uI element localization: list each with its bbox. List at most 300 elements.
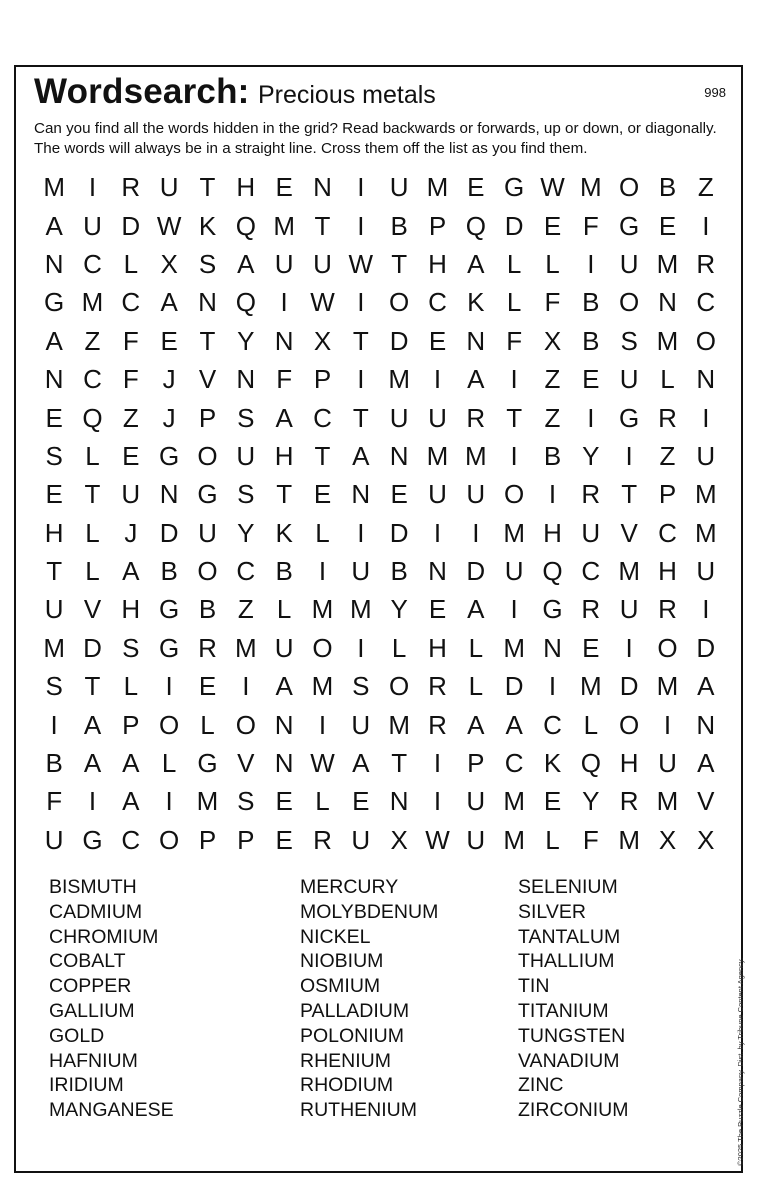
grid-cell[interactable]: H [121, 594, 141, 625]
grid-cell[interactable]: P [313, 364, 332, 395]
grid-cell[interactable]: Q [465, 210, 486, 241]
grid-cell[interactable]: S [45, 671, 63, 702]
grid-cell[interactable]: A [352, 440, 370, 471]
grid-cell[interactable]: F [122, 364, 139, 395]
grid-cell[interactable]: O [159, 709, 180, 740]
grid-cell[interactable]: I [433, 517, 442, 548]
grid-cell[interactable]: E [467, 172, 485, 203]
grid-cell[interactable]: R [619, 786, 639, 817]
grid-cell[interactable]: L [276, 594, 292, 625]
grid-cell[interactable]: O [619, 709, 640, 740]
grid-cell[interactable]: U [159, 172, 179, 203]
grid-cell[interactable]: N [274, 709, 294, 740]
grid-cell[interactable]: I [548, 479, 557, 510]
word-list-item[interactable]: CADMIUM [49, 900, 143, 923]
grid-cell[interactable]: U [351, 824, 371, 855]
grid-cell[interactable]: K [198, 210, 217, 241]
grid-cell[interactable]: G [619, 210, 640, 241]
grid-cell[interactable]: J [162, 402, 176, 433]
grid-cell[interactable]: B [45, 748, 63, 779]
grid-cell[interactable]: M [43, 632, 65, 663]
grid-cell[interactable]: N [274, 325, 294, 356]
grid-cell[interactable]: C [236, 556, 256, 587]
word-list-item[interactable]: CHROMIUM [49, 925, 159, 948]
grid-cell[interactable]: A [83, 709, 102, 740]
grid-cell[interactable]: A [467, 709, 485, 740]
word-list-item[interactable]: COPPER [49, 975, 132, 998]
grid-cell[interactable]: C [121, 824, 141, 855]
grid-cell[interactable]: U [44, 594, 64, 625]
grid-cell[interactable]: M [656, 248, 679, 279]
grid-cell[interactable]: G [159, 440, 180, 471]
grid-cell[interactable]: M [43, 172, 65, 203]
grid-cell[interactable]: G [504, 172, 525, 203]
grid-cell[interactable]: D [159, 517, 179, 548]
grid-cell[interactable]: J [124, 517, 138, 548]
grid-cell[interactable]: T [276, 479, 293, 510]
grid-cell[interactable]: L [123, 248, 139, 279]
grid-cell[interactable]: U [83, 210, 102, 241]
grid-cell[interactable]: C [543, 709, 562, 740]
grid-cell[interactable]: W [156, 210, 182, 241]
word-list-item[interactable]: COBALT [49, 950, 126, 973]
grid-cell[interactable]: L [123, 671, 139, 702]
grid-cell[interactable]: A [467, 248, 485, 279]
grid-cell[interactable]: N [428, 556, 447, 587]
grid-cell[interactable]: D [504, 671, 524, 702]
word-list-item[interactable]: VANADIUM [518, 1049, 620, 1072]
word-list-item[interactable]: GALLIUM [49, 999, 135, 1022]
grid-cell[interactable]: Y [582, 440, 600, 471]
grid-cell[interactable]: B [582, 287, 600, 318]
grid-cell[interactable]: B [543, 440, 562, 471]
grid-cell[interactable]: I [548, 671, 557, 702]
grid-cell[interactable]: H [619, 748, 639, 779]
grid-cell[interactable]: O [657, 632, 678, 663]
grid-cell[interactable]: Z [659, 440, 676, 471]
grid-cell[interactable]: Z [697, 172, 714, 203]
grid-cell[interactable]: O [235, 709, 256, 740]
grid-cell[interactable]: S [45, 440, 63, 471]
grid-cell[interactable]: V [237, 748, 255, 779]
grid-cell[interactable]: X [658, 824, 677, 855]
grid-cell[interactable]: O [504, 479, 525, 510]
grid-cell[interactable]: I [280, 287, 288, 318]
grid-cell[interactable]: H [658, 556, 677, 587]
grid-cell[interactable]: N [466, 325, 486, 356]
grid-cell[interactable]: E [428, 594, 447, 625]
grid-cell[interactable]: R [313, 824, 332, 855]
grid-cell[interactable]: Z [122, 402, 139, 433]
grid-cell[interactable]: U [44, 824, 64, 855]
word-list-item[interactable]: RHODIUM [300, 1074, 394, 1097]
grid-cell[interactable]: X [160, 248, 178, 279]
grid-cell[interactable]: I [663, 709, 672, 740]
grid-cell[interactable]: C [696, 287, 716, 318]
grid-cell[interactable]: U [351, 556, 371, 587]
grid-cell[interactable]: P [658, 479, 677, 510]
grid-cell[interactable]: T [352, 402, 369, 433]
grid-cell[interactable]: U [313, 248, 332, 279]
grid-cell[interactable]: A [275, 671, 293, 702]
grid-cell[interactable]: A [505, 709, 523, 740]
grid-cell[interactable]: W [540, 172, 565, 203]
grid-cell[interactable]: E [275, 786, 293, 817]
grid-cell[interactable]: I [357, 287, 365, 318]
grid-cell[interactable]: P [467, 748, 485, 779]
grid-cell[interactable]: L [545, 824, 560, 855]
grid-cell[interactable]: S [237, 479, 255, 510]
grid-cell[interactable]: U [428, 479, 447, 510]
grid-cell[interactable]: N [543, 632, 562, 663]
grid-cell[interactable]: M [464, 440, 487, 471]
grid-cell[interactable]: L [315, 786, 330, 817]
grid-cell[interactable]: M [656, 325, 679, 356]
grid-cell[interactable]: L [85, 517, 100, 548]
grid-cell[interactable]: N [44, 248, 64, 279]
grid-cell[interactable]: V [83, 594, 102, 625]
grid-cell[interactable]: C [313, 402, 332, 433]
grid-cell[interactable]: I [357, 172, 365, 203]
grid-cell[interactable]: Q [82, 402, 103, 433]
grid-cell[interactable]: O [389, 671, 410, 702]
grid-cell[interactable]: F [46, 786, 63, 817]
grid-cell[interactable]: N [274, 748, 294, 779]
grid-cell[interactable]: A [275, 402, 293, 433]
word-list-item[interactable]: TIN [518, 975, 550, 998]
grid-cell[interactable]: R [581, 594, 601, 625]
grid-cell[interactable]: G [159, 632, 180, 663]
grid-cell[interactable]: I [165, 671, 173, 702]
grid-cell[interactable]: P [198, 402, 217, 433]
word-list-item[interactable]: SILVER [518, 900, 586, 923]
grid-cell[interactable]: A [45, 325, 63, 356]
grid-cell[interactable]: Q [235, 287, 256, 318]
grid-cell[interactable]: M [311, 671, 334, 702]
grid-cell[interactable]: I [318, 556, 327, 587]
grid-cell[interactable]: L [85, 556, 100, 587]
grid-cell[interactable]: I [510, 364, 518, 395]
word-list-item[interactable]: SELENIUM [518, 876, 618, 898]
grid-cell[interactable]: G [82, 824, 103, 855]
grid-cell[interactable]: K [467, 287, 485, 318]
grid-cell[interactable]: U [658, 748, 677, 779]
grid-cell[interactable]: C [83, 248, 102, 279]
word-list-item[interactable]: ZIRCONIUM [518, 1099, 629, 1122]
grid-cell[interactable]: M [234, 632, 257, 663]
grid-cell[interactable]: W [425, 824, 450, 855]
grid-cell[interactable]: L [315, 517, 330, 548]
grid-cell[interactable]: A [122, 556, 140, 587]
grid-cell[interactable]: G [44, 287, 65, 318]
grid-cell[interactable]: T [391, 248, 408, 279]
grid-cell[interactable]: B [658, 172, 677, 203]
grid-cell[interactable]: U [389, 402, 409, 433]
grid-cell[interactable]: I [433, 786, 442, 817]
grid-cell[interactable]: L [506, 248, 522, 279]
grid-cell[interactable]: I [318, 709, 327, 740]
word-list-item[interactable]: GOLD [49, 1024, 105, 1047]
grid-cell[interactable]: T [199, 325, 216, 356]
grid-cell[interactable]: M [656, 786, 679, 817]
grid-cell[interactable]: Z [544, 402, 561, 433]
grid-cell[interactable]: M [273, 210, 295, 241]
grid-cell[interactable]: I [702, 210, 710, 241]
grid-cell[interactable]: I [88, 786, 97, 817]
grid-cell[interactable]: O [197, 556, 218, 587]
grid-cell[interactable]: X [543, 325, 562, 356]
grid-cell[interactable]: G [542, 594, 563, 625]
grid-cell[interactable]: I [433, 748, 442, 779]
grid-cell[interactable]: M [81, 287, 104, 318]
grid-cell[interactable]: B [198, 594, 217, 625]
grid-cell[interactable]: E [275, 172, 293, 203]
grid-cell[interactable]: C [504, 748, 524, 779]
grid-cell[interactable]: R [696, 248, 716, 279]
grid-cell[interactable]: F [544, 287, 561, 318]
grid-cell[interactable]: E [428, 325, 447, 356]
grid-cell[interactable]: L [161, 748, 177, 779]
grid-cell[interactable]: D [389, 517, 409, 548]
grid-cell[interactable]: O [619, 172, 640, 203]
grid-cell[interactable]: E [122, 440, 140, 471]
grid-cell[interactable]: A [83, 748, 102, 779]
grid-cell[interactable]: L [468, 632, 484, 663]
grid-cell[interactable]: Z [544, 364, 561, 395]
grid-cell[interactable]: M [618, 556, 640, 587]
word-list-item[interactable]: MANGANESE [49, 1099, 174, 1122]
grid-cell[interactable]: B [582, 325, 600, 356]
grid-cell[interactable]: O [197, 440, 218, 471]
grid-cell[interactable]: N [696, 364, 716, 395]
grid-cell[interactable]: I [625, 440, 633, 471]
grid-cell[interactable]: I [433, 364, 442, 395]
grid-cell[interactable]: M [618, 824, 640, 855]
grid-cell[interactable]: I [357, 364, 365, 395]
grid-cell[interactable]: R [658, 402, 677, 433]
grid-cell[interactable]: Z [237, 594, 254, 625]
grid-cell[interactable]: E [582, 364, 600, 395]
grid-cell[interactable]: L [85, 440, 100, 471]
grid-cell[interactable]: F [122, 325, 139, 356]
grid-cell[interactable]: G [197, 748, 218, 779]
grid-cell[interactable]: S [352, 671, 370, 702]
grid-cell[interactable]: T [84, 671, 101, 702]
grid-cell[interactable]: T [391, 748, 408, 779]
grid-cell[interactable]: G [619, 402, 640, 433]
grid-cell[interactable]: S [198, 248, 217, 279]
grid-cell[interactable]: B [275, 556, 293, 587]
grid-cell[interactable]: A [697, 748, 715, 779]
grid-cell[interactable]: V [198, 364, 217, 395]
grid-cell[interactable]: I [472, 517, 480, 548]
grid-cell[interactable]: M [349, 594, 372, 625]
word-list-item[interactable]: PALLADIUM [300, 999, 410, 1022]
grid-cell[interactable]: F [276, 364, 293, 395]
grid-cell[interactable]: B [390, 210, 408, 241]
grid-cell[interactable]: O [389, 287, 410, 318]
grid-cell[interactable]: C [83, 364, 102, 395]
grid-cell[interactable]: I [702, 402, 710, 433]
word-list-item[interactable]: RUTHENIUM [300, 1099, 417, 1122]
grid-cell[interactable]: G [159, 594, 180, 625]
grid-cell[interactable]: C [658, 517, 677, 548]
grid-cell[interactable]: I [625, 632, 633, 663]
grid-cell[interactable]: N [389, 786, 409, 817]
grid-cell[interactable]: R [121, 172, 141, 203]
grid-cell[interactable]: M [503, 786, 525, 817]
word-list-item[interactable]: IRIDIUM [49, 1074, 124, 1097]
word-list-item[interactable]: BISMUTH [49, 876, 137, 898]
grid-cell[interactable]: A [467, 594, 485, 625]
word-list-item[interactable]: NICKEL [300, 925, 371, 948]
grid-cell[interactable]: Q [542, 556, 563, 587]
grid-cell[interactable]: T [621, 479, 638, 510]
grid-cell[interactable]: F [582, 824, 599, 855]
grid-cell[interactable]: B [390, 556, 408, 587]
grid-cell[interactable]: D [83, 632, 102, 663]
grid-cell[interactable]: N [159, 479, 179, 510]
word-list-item[interactable]: MERCURY [300, 876, 399, 898]
grid-cell[interactable]: D [466, 556, 486, 587]
grid-cell[interactable]: I [357, 517, 365, 548]
grid-cell[interactable]: F [582, 210, 599, 241]
grid-cell[interactable]: M [426, 172, 449, 203]
grid-cell[interactable]: U [466, 786, 486, 817]
grid-cell[interactable]: L [391, 632, 407, 663]
grid-cell[interactable]: U [619, 364, 639, 395]
grid-cell[interactable]: O [619, 287, 640, 318]
grid-cell[interactable]: W [310, 287, 335, 318]
grid-cell[interactable]: A [697, 671, 715, 702]
grid-cell[interactable]: M [388, 364, 410, 395]
grid-cell[interactable]: M [311, 594, 334, 625]
grid-cell[interactable]: A [467, 364, 485, 395]
word-list-item[interactable]: TUNGSTEN [518, 1024, 626, 1047]
grid-cell[interactable]: V [620, 517, 638, 548]
grid-cell[interactable]: R [466, 402, 486, 433]
grid-cell[interactable]: E [160, 325, 178, 356]
grid-cell[interactable]: E [390, 479, 408, 510]
grid-cell[interactable]: M [579, 671, 602, 702]
grid-cell[interactable]: E [658, 210, 677, 241]
grid-cell[interactable]: I [587, 402, 595, 433]
grid-cell[interactable]: K [275, 517, 293, 548]
grid-cell[interactable]: R [428, 709, 447, 740]
grid-cell[interactable]: C [121, 287, 141, 318]
grid-cell[interactable]: U [696, 556, 716, 587]
grid-cell[interactable]: P [198, 824, 217, 855]
grid-cell[interactable]: U [121, 479, 141, 510]
grid-cell[interactable]: O [159, 824, 180, 855]
grid-cell[interactable]: N [351, 479, 371, 510]
grid-cell[interactable]: J [162, 364, 176, 395]
grid-cell[interactable]: R [198, 632, 217, 663]
grid-cell[interactable]: Z [84, 325, 101, 356]
grid-cell[interactable]: F [506, 325, 523, 356]
grid-cell[interactable]: M [196, 786, 219, 817]
grid-cell[interactable]: N [658, 287, 677, 318]
grid-cell[interactable]: M [694, 517, 717, 548]
grid-cell[interactable]: Y [237, 517, 255, 548]
grid-cell[interactable]: U [274, 248, 294, 279]
grid-cell[interactable]: U [696, 440, 716, 471]
word-list-item[interactable]: TANTALUM [518, 925, 621, 948]
grid-cell[interactable]: R [581, 479, 601, 510]
grid-cell[interactable]: U [389, 172, 409, 203]
word-list-item[interactable]: OSMIUM [300, 975, 381, 998]
grid-cell[interactable]: Y [582, 786, 600, 817]
grid-cell[interactable]: T [46, 556, 63, 587]
grid-cell[interactable]: M [503, 517, 525, 548]
grid-cell[interactable]: D [696, 632, 716, 663]
grid-cell[interactable]: C [581, 556, 601, 587]
grid-cell[interactable]: E [45, 402, 63, 433]
grid-cell[interactable]: U [466, 824, 486, 855]
grid-cell[interactable]: I [242, 671, 250, 702]
grid-cell[interactable]: E [582, 632, 600, 663]
word-list-item[interactable]: TITANIUM [518, 999, 609, 1022]
word-list-item[interactable]: ZINC [518, 1074, 564, 1097]
grid-cell[interactable]: H [543, 517, 562, 548]
grid-cell[interactable]: Y [390, 594, 408, 625]
grid-cell[interactable]: U [236, 440, 256, 471]
grid-cell[interactable]: A [160, 287, 178, 318]
grid-cell[interactable]: L [506, 287, 522, 318]
grid-cell[interactable]: A [352, 748, 370, 779]
grid-cell[interactable]: H [274, 440, 294, 471]
grid-cell[interactable]: D [504, 210, 524, 241]
grid-cell[interactable]: Q [580, 748, 601, 779]
grid-cell[interactable]: I [510, 594, 518, 625]
grid-cell[interactable]: D [121, 210, 141, 241]
grid-cell[interactable]: H [428, 248, 447, 279]
grid-cell[interactable]: X [313, 325, 332, 356]
grid-cell[interactable]: T [84, 479, 101, 510]
grid-cell[interactable]: M [503, 824, 525, 855]
word-list-item[interactable]: HAFNIUM [49, 1049, 138, 1072]
grid-cell[interactable]: I [165, 786, 173, 817]
grid-cell[interactable]: K [543, 748, 562, 779]
grid-cell[interactable]: S [237, 786, 255, 817]
grid-cell[interactable]: M [388, 709, 410, 740]
grid-cell[interactable]: L [660, 364, 675, 395]
grid-cell[interactable]: P [122, 709, 140, 740]
grid-cell[interactable]: U [198, 517, 217, 548]
grid-cell[interactable]: R [428, 671, 447, 702]
grid-cell[interactable]: E [543, 210, 562, 241]
grid-cell[interactable]: U [581, 517, 601, 548]
grid-cell[interactable]: E [45, 479, 63, 510]
grid-cell[interactable]: U [504, 556, 524, 587]
grid-cell[interactable]: O [312, 632, 333, 663]
grid-cell[interactable]: I [702, 594, 710, 625]
grid-cell[interactable]: I [88, 172, 97, 203]
grid-cell[interactable]: N [389, 440, 409, 471]
grid-cell[interactable]: T [314, 210, 331, 241]
grid-cell[interactable]: U [619, 594, 639, 625]
grid-cell[interactable]: U [466, 479, 486, 510]
grid-cell[interactable]: I [357, 632, 365, 663]
grid-cell[interactable]: U [619, 248, 639, 279]
grid-cell[interactable]: P [237, 824, 255, 855]
grid-cell[interactable]: A [237, 248, 255, 279]
grid-cell[interactable]: V [697, 786, 715, 817]
grid-cell[interactable]: X [697, 824, 715, 855]
grid-cell[interactable]: I [510, 440, 518, 471]
grid-cell[interactable]: O [695, 325, 716, 356]
grid-cell[interactable]: B [160, 556, 178, 587]
